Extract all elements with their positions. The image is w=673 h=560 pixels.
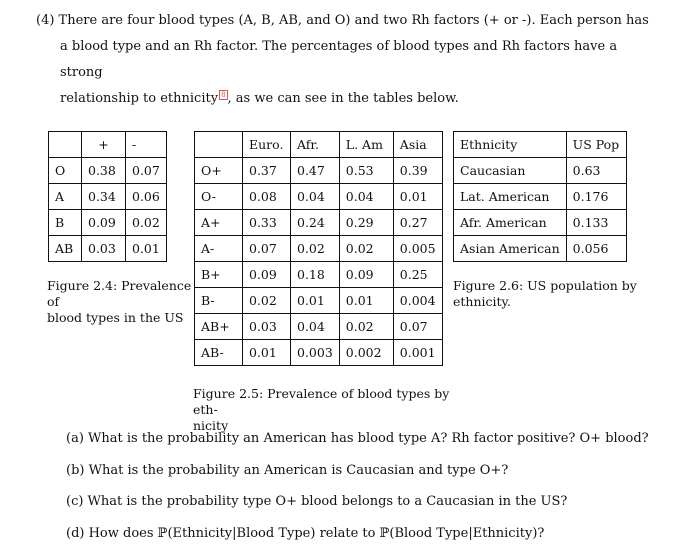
table-cell: Euro. [243,132,291,158]
table-cell: Caucasian [454,158,567,184]
table-row [454,184,627,210]
table-header-row [454,132,627,158]
table-cell: 0.001 [393,340,442,366]
table-cell: 0.34 [82,184,126,210]
figure-2-4-caption [47,278,197,326]
table-cell: AB [49,236,82,262]
table-cell: 0.25 [393,262,442,288]
footnote-link[interactable]: 8 [221,90,226,99]
table-row [195,314,443,340]
table-cell: AB- [195,340,243,366]
table-cell: 0.33 [243,210,291,236]
table-row [454,236,627,262]
table-cell: 0.005 [393,236,442,262]
question-b: (b) What is the probability an American is Caucasian and type O+? [66,462,509,478]
table-row [49,210,167,236]
table-cell: 0.39 [393,158,442,184]
caption-line: Figure 2.5: Prevalence of blood types by eth- [193,386,450,417]
table-cell: Asian American [454,236,567,262]
caption-line: ethnicity. [453,294,511,309]
table-cell: Ethnicity [454,132,567,158]
table-cell: 0.003 [291,340,340,366]
table-row [195,184,443,210]
table-cell: 0.07 [243,236,291,262]
intro-line-3-start: relationship to ethnicity [60,91,219,106]
table-cell: 0.37 [243,158,291,184]
table-row [195,340,443,366]
table-cell: 0.056 [566,236,626,262]
table-cell: 0.24 [291,210,340,236]
caption-line: nicity [193,418,229,433]
table-cell: 0.04 [339,184,393,210]
table-cell: O- [195,184,243,210]
table-cell: Asia [393,132,442,158]
caption-line: Figure 2.4: Prevalence of [47,278,192,309]
intro-line-3-end: , as we can see in the tables below. [227,91,459,106]
table-cell: 0.01 [339,288,393,314]
blood-type-us-table [48,131,167,262]
table-row [195,158,443,184]
table-row [454,210,627,236]
table-cell: A- [195,236,243,262]
table-row [195,210,443,236]
table-cell: 0.01 [291,288,340,314]
question-a: (a) What is the probability an American has blood type A? Rh factor positive? O+ blood? [66,431,649,446]
table-cell [195,132,243,158]
table-cell: 0.47 [291,158,340,184]
table-cell: O [49,158,82,184]
table-cell: L. Am [339,132,393,158]
intro-line-3 [36,86,656,112]
table-cell: 0.02 [339,236,393,262]
table-cell: 0.01 [393,184,442,210]
table-row [49,236,167,262]
table-cell: 0.02 [339,314,393,340]
table-cell: 0.09 [339,262,393,288]
table-cell: 0.04 [291,314,340,340]
intro-line-1: (4) There are four blood types (A, B, AB, and O) and two Rh factors (+ or -). Each person has [36,13,649,28]
table-cell: B- [195,288,243,314]
table-header-row [49,132,167,158]
table-cell: 0.09 [243,262,291,288]
table-cell: 0.002 [339,340,393,366]
blood-type-ethnicity-table [194,131,443,366]
table-cell: 0.08 [243,184,291,210]
caption-line: blood types in the US [47,310,184,325]
table-cell: 0.02 [291,236,340,262]
question-d: (d) How does ℙ(Ethnicity|Blood Type) relate to ℙ(Blood Type|Ethnicity)? [66,526,545,542]
table-row [454,158,627,184]
table-cell: 0.02 [126,210,167,236]
table-row [49,184,167,210]
table-cell: A+ [195,210,243,236]
problem-statement [36,8,656,112]
table-cell [49,132,82,158]
table-cell: 0.18 [291,262,340,288]
table-cell: 0.07 [393,314,442,340]
table-cell: 0.04 [291,184,340,210]
table-cell: 0.03 [82,236,126,262]
table-cell: 0.03 [243,314,291,340]
table-cell: B+ [195,262,243,288]
table-cell: B [49,210,82,236]
table-cell: O+ [195,158,243,184]
table-cell: 0.02 [243,288,291,314]
table-cell: AB+ [195,314,243,340]
table-cell: 0.29 [339,210,393,236]
table-cell: 0.09 [82,210,126,236]
table-cell: US Pop [566,132,626,158]
table-cell: 0.01 [126,236,167,262]
table-cell: 0.133 [566,210,626,236]
question-c: (c) What is the probability type O+ blood belongs to a Caucasian in the US? [66,494,568,510]
table-row [195,288,443,314]
table-cell: 0.38 [82,158,126,184]
table-cell: Lat. American [454,184,567,210]
table-cell: 0.004 [393,288,442,314]
table-cell: 0.53 [339,158,393,184]
figure-2-6-caption [453,278,643,310]
table-cell: + [82,132,126,158]
table-cell: - [126,132,167,158]
caption-line: Figure 2.6: US population by [453,278,637,293]
table-cell: Afr. [291,132,340,158]
table-row [195,236,443,262]
table-cell: 0.07 [126,158,167,184]
table-cell: A [49,184,82,210]
table-row [49,158,167,184]
table-cell: 0.27 [393,210,442,236]
table-row [195,262,443,288]
table-cell: 0.176 [566,184,626,210]
table-cell: 0.01 [243,340,291,366]
table-cell: 0.06 [126,184,167,210]
question-list [66,426,666,553]
table-cell: 0.63 [566,158,626,184]
us-population-table [453,131,627,262]
table-header-row [195,132,443,158]
table-cell: Afr. American [454,210,567,236]
intro-line-2: a blood type and an Rh factor. The percentages of blood types and Rh factors have a strong [60,39,618,80]
